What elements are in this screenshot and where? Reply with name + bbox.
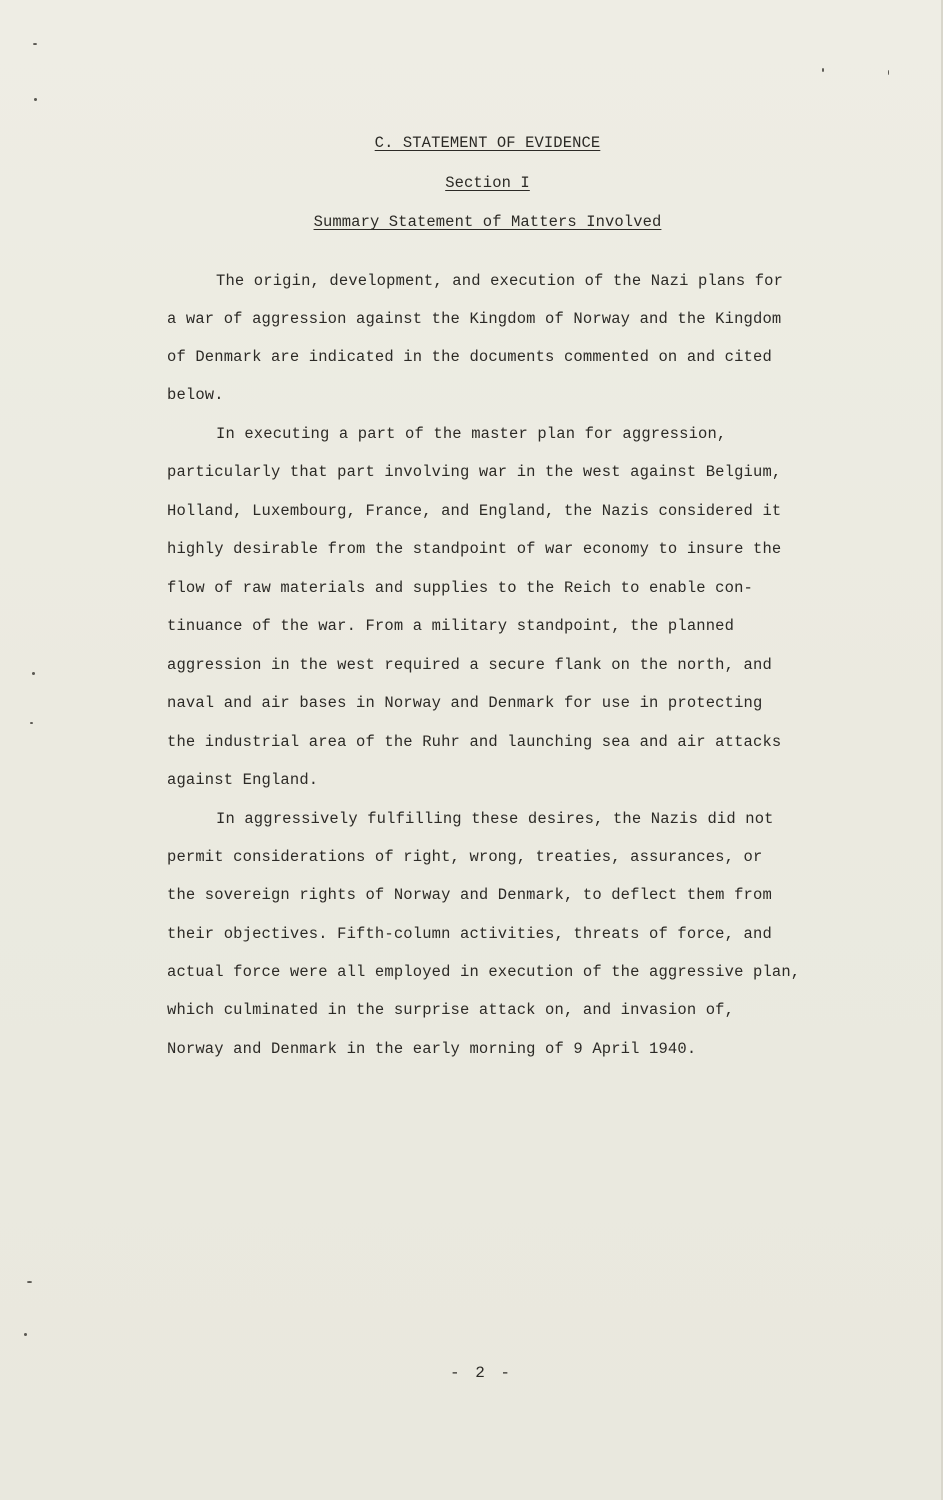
section-label: C. STATEMENT OF EVIDENCE — [374, 134, 601, 152]
paragraph-2-line-10: against England. — [167, 771, 319, 789]
section-number: Section I — [445, 174, 530, 192]
paragraph-2-line-8: naval and air bases in Norway and Denmark for use in protecting — [167, 694, 763, 712]
paragraph-1-line-3: of Denmark are indicated in the documents commented on and cited — [167, 348, 772, 366]
paragraph-3-line-4: their objectives. Fifth-column activities, threats of force, and — [167, 925, 772, 943]
scan-speck — [822, 68, 824, 72]
page-number: - 2 - — [449, 1364, 513, 1382]
paragraph-2-line-3: Holland, Luxembourg, France, and England, the Nazis considered it — [167, 502, 782, 520]
paragraph-1-line-2: a war of aggression against the Kingdom of Norway and the Kingdom — [167, 310, 782, 328]
paragraph-3-line-5: actual force were all employed in execution of the aggressive plan, — [167, 963, 801, 981]
paragraph-1-line-1: The origin, development, and execution of the Nazi plans for — [216, 272, 784, 290]
paragraph-2-line-5: flow of raw materials and supplies to the Reich to enable con- — [167, 579, 753, 597]
paragraph-2-line-9: the industrial area of the Ruhr and launching sea and air attacks — [167, 733, 782, 751]
scan-speck — [27, 1281, 32, 1283]
paragraph-1-line-4: below. — [167, 386, 224, 404]
scan-speck — [34, 98, 37, 101]
scan-speck — [888, 70, 889, 75]
paragraph-3-line-6: which culminated in the surprise attack on, and invasion of, — [167, 1001, 735, 1019]
paragraph-3-line-2: permit considerations of right, wrong, treaties, assurances, or — [167, 848, 763, 866]
scan-speck — [32, 672, 35, 675]
paragraph-2-line-2: particularly that part involving war in the west against Belgium, — [167, 463, 782, 481]
section-subtitle: Summary Statement of Matters Involved — [313, 213, 662, 231]
paragraph-3-line-7: Norway and Denmark in the early morning of 9 April 1940. — [167, 1040, 697, 1058]
scan-speck — [30, 722, 33, 724]
paragraph-3-line-3: the sovereign rights of Norway and Denmark, to deflect them from — [167, 886, 772, 904]
paragraph-3-line-1: In aggressively fulfilling these desires, the Nazis did not — [216, 810, 774, 828]
paragraph-2-line-1: In executing a part of the master plan for aggression, — [216, 425, 727, 443]
paragraph-2-line-6: tinuance of the war. From a military standpoint, the planned — [167, 617, 735, 635]
scan-speck — [24, 1333, 27, 1336]
scan-speck — [33, 43, 37, 45]
paragraph-2-line-7: aggression in the west required a secure flank on the north, and — [167, 656, 772, 674]
paragraph-2-line-4: highly desirable from the standpoint of war economy to insure the — [167, 540, 782, 558]
